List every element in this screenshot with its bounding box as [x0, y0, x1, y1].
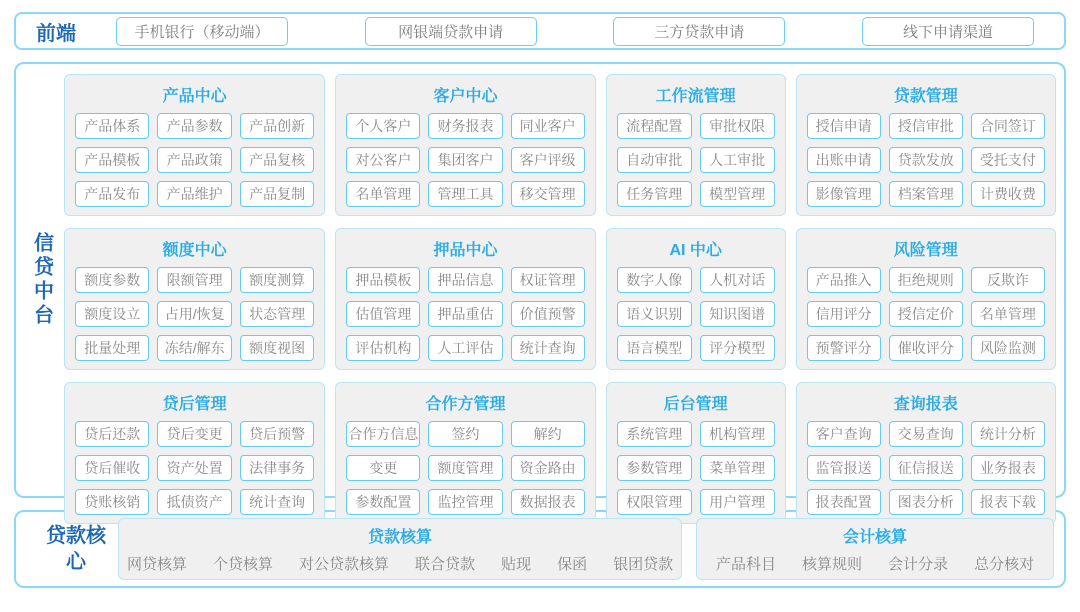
module-item-chip: 押品模板 [346, 267, 420, 293]
module-item-chip: 管理工具 [428, 181, 502, 207]
module-items [346, 267, 584, 361]
module-items [617, 113, 775, 207]
module-item-chip: 流程配置 [617, 113, 692, 139]
module-title: 查询报表 [893, 396, 958, 413]
module-item-chip: 统计查询 [240, 489, 314, 515]
module-item-chip: 参数管理 [617, 455, 692, 481]
module-title: 押品中心 [433, 242, 498, 259]
frontend-channels [116, 17, 1034, 46]
module-item-chip: 客户查询 [807, 421, 881, 447]
core-section-item: 联合贷款 [415, 556, 476, 573]
module-item-chip: 语言模型 [617, 335, 692, 361]
platform-module-card [796, 74, 1056, 216]
module-item-chip: 估值管理 [346, 301, 420, 327]
module-item-chip: 变更 [346, 455, 420, 481]
module-item-chip: 产品推入 [807, 267, 881, 293]
module-items [346, 113, 584, 207]
module-item-chip: 产品体系 [75, 113, 149, 139]
module-items [75, 421, 314, 515]
platform-module-card [335, 74, 595, 216]
module-item-chip: 产品政策 [157, 147, 231, 173]
module-item-chip: 档案管理 [889, 181, 963, 207]
core-section-title: 会计核算 [843, 529, 908, 546]
platform-module-card [64, 228, 325, 370]
module-item-chip: 价值预警 [511, 301, 585, 327]
module-item-chip: 对公客户 [346, 147, 420, 173]
module-item-chip: 额度测算 [240, 267, 314, 293]
module-item-chip: 语义识别 [617, 301, 692, 327]
module-item-chip: 名单管理 [346, 181, 420, 207]
core-section-item: 贴现 [501, 556, 532, 573]
module-item-chip: 抵债资产 [157, 489, 231, 515]
module-title: 合作方管理 [425, 396, 506, 413]
module-item-chip: 限额管理 [157, 267, 231, 293]
core-section-card [696, 518, 1054, 580]
module-item-chip: 财务报表 [428, 113, 502, 139]
module-item-chip: 额度设立 [75, 301, 149, 327]
core-section-item: 总分核对 [974, 556, 1035, 573]
module-item-chip: 风险监测 [971, 335, 1045, 361]
module-title: AI 中心 [669, 242, 722, 259]
module-title: 额度中心 [162, 242, 227, 259]
core-section-item: 对公贷款核算 [299, 556, 390, 573]
module-item-chip: 人工评估 [428, 335, 502, 361]
module-item-chip: 贷后预警 [240, 421, 314, 447]
module-item-chip: 评估机构 [346, 335, 420, 361]
module-item-chip: 评分模型 [700, 335, 775, 361]
module-items [75, 267, 314, 361]
module-item-chip: 法律事务 [240, 455, 314, 481]
module-item-chip: 征信报送 [889, 455, 963, 481]
module-title: 工作流管理 [655, 88, 736, 105]
core-section-items [705, 553, 1045, 574]
module-title: 贷后管理 [162, 396, 227, 413]
module-item-chip: 系统管理 [617, 421, 692, 447]
core-label: 贷款核心 [46, 525, 106, 573]
module-item-chip: 数字人像 [617, 267, 692, 293]
module-item-chip: 数据报表 [511, 489, 585, 515]
module-item-chip: 图表分析 [889, 489, 963, 515]
module-item-chip: 报表下载 [971, 489, 1045, 515]
module-items [807, 267, 1045, 361]
module-item-chip: 个人客户 [346, 113, 420, 139]
core-sections [118, 518, 1054, 580]
module-item-chip: 产品发布 [75, 181, 149, 207]
module-item-chip: 监管报送 [807, 455, 881, 481]
module-item-chip: 状态管理 [240, 301, 314, 327]
platform-module-card [606, 74, 786, 216]
module-item-chip: 名单管理 [971, 301, 1045, 327]
platform-module-card [606, 382, 786, 524]
module-item-chip: 占用/恢复 [157, 301, 231, 327]
platform-module-card [64, 382, 325, 524]
platform-module-card [606, 228, 786, 370]
module-item-chip: 审批权限 [700, 113, 775, 139]
module-item-chip: 自动审批 [617, 147, 692, 173]
module-item-chip: 贷后催收 [75, 455, 149, 481]
frontend-band [14, 12, 1066, 50]
module-item-chip: 报表配置 [807, 489, 881, 515]
module-item-chip: 集团客户 [428, 147, 502, 173]
module-item-chip: 交易查询 [889, 421, 963, 447]
module-title: 客户中心 [433, 88, 498, 105]
module-items [807, 421, 1045, 515]
module-item-chip: 参数配置 [346, 489, 420, 515]
module-item-chip: 额度视图 [240, 335, 314, 361]
module-items [617, 267, 775, 361]
module-title: 后台管理 [663, 396, 728, 413]
module-item-chip: 人工审批 [700, 147, 775, 173]
module-item-chip: 催收评分 [889, 335, 963, 361]
frontend-channel: 手机银行（移动端） [116, 17, 288, 46]
module-item-chip: 产品参数 [157, 113, 231, 139]
module-item-chip: 预警评分 [807, 335, 881, 361]
module-item-chip: 知识图谱 [700, 301, 775, 327]
module-title: 产品中心 [162, 88, 227, 105]
module-item-chip: 权限管理 [617, 489, 692, 515]
module-item-chip: 受托支付 [971, 147, 1045, 173]
module-items [807, 113, 1045, 207]
module-item-chip: 签约 [428, 421, 502, 447]
module-title: 风险管理 [893, 242, 958, 259]
module-item-chip: 授信申请 [807, 113, 881, 139]
module-item-chip: 用户管理 [700, 489, 775, 515]
platform-module-card [335, 228, 595, 370]
module-item-chip: 授信定价 [889, 301, 963, 327]
module-item-chip: 授信审批 [889, 113, 963, 139]
module-title: 贷款管理 [893, 88, 958, 105]
module-item-chip: 贷后还款 [75, 421, 149, 447]
module-item-chip: 合作方信息 [346, 421, 420, 447]
platform-module-card [796, 228, 1056, 370]
module-item-chip: 任务管理 [617, 181, 692, 207]
frontend-channel: 三方贷款申请 [613, 17, 785, 46]
module-item-chip: 业务报表 [971, 455, 1045, 481]
module-item-chip: 产品复核 [240, 147, 314, 173]
platform-module-card [64, 74, 325, 216]
module-item-chip: 统计分析 [971, 421, 1045, 447]
module-item-chip: 批量处理 [75, 335, 149, 361]
core-section-title: 贷款核算 [368, 529, 433, 546]
module-item-chip: 贷后变更 [157, 421, 231, 447]
module-item-chip: 监控管理 [428, 489, 502, 515]
module-item-chip: 额度管理 [428, 455, 502, 481]
platform-label: 信贷中台 [30, 232, 53, 328]
core-section-item: 银团贷款 [613, 556, 674, 573]
platform-module-card [335, 382, 595, 524]
module-item-chip: 出账申请 [807, 147, 881, 173]
platform-module-card [796, 382, 1056, 524]
module-item-chip: 人机对话 [700, 267, 775, 293]
core-section-item: 网贷核算 [127, 556, 188, 573]
module-item-chip: 冻结/解东 [157, 335, 231, 361]
core-section-card [118, 518, 682, 580]
frontend-channel: 网银端贷款申请 [365, 17, 537, 46]
module-item-chip: 客户评级 [511, 147, 585, 173]
module-items [617, 421, 775, 515]
core-section-item: 核算规则 [802, 556, 863, 573]
module-item-chip: 押品重估 [428, 301, 502, 327]
core-section-items [127, 553, 673, 574]
module-item-chip: 模型管理 [700, 181, 775, 207]
module-item-chip: 信用评分 [807, 301, 881, 327]
core-section-item: 保函 [557, 556, 588, 573]
module-item-chip: 统计查询 [511, 335, 585, 361]
module-item-chip: 解约 [511, 421, 585, 447]
module-item-chip: 反欺诈 [971, 267, 1045, 293]
module-item-chip: 贷账核销 [75, 489, 149, 515]
module-item-chip: 同业客户 [511, 113, 585, 139]
module-item-chip: 资金路由 [511, 455, 585, 481]
module-item-chip: 贷款发放 [889, 147, 963, 173]
platform-band [14, 62, 1066, 510]
core-section-item: 个贷核算 [213, 556, 274, 573]
core-section-item: 产品科目 [716, 556, 777, 573]
module-item-chip: 合同签订 [971, 113, 1045, 139]
platform-modules [64, 74, 1056, 510]
module-item-chip: 计费收费 [971, 181, 1045, 207]
module-item-chip: 产品维护 [157, 181, 231, 207]
module-item-chip: 影像管理 [807, 181, 881, 207]
frontend-channel: 线下申请渠道 [862, 17, 1034, 46]
module-item-chip: 额度参数 [75, 267, 149, 293]
frontend-label: 前端 [36, 22, 76, 45]
core-section-item: 会计分录 [888, 556, 949, 573]
module-item-chip: 资产处置 [157, 455, 231, 481]
module-item-chip: 权证管理 [511, 267, 585, 293]
core-band [14, 510, 1066, 588]
module-item-chip: 菜单管理 [700, 455, 775, 481]
module-item-chip: 拒绝规则 [889, 267, 963, 293]
module-item-chip: 产品复制 [240, 181, 314, 207]
module-item-chip: 机构管理 [700, 421, 775, 447]
module-items [346, 421, 584, 515]
module-item-chip: 押品信息 [428, 267, 502, 293]
module-item-chip: 产品模板 [75, 147, 149, 173]
module-item-chip: 移交管理 [511, 181, 585, 207]
module-items [75, 113, 314, 207]
module-item-chip: 产品创新 [240, 113, 314, 139]
